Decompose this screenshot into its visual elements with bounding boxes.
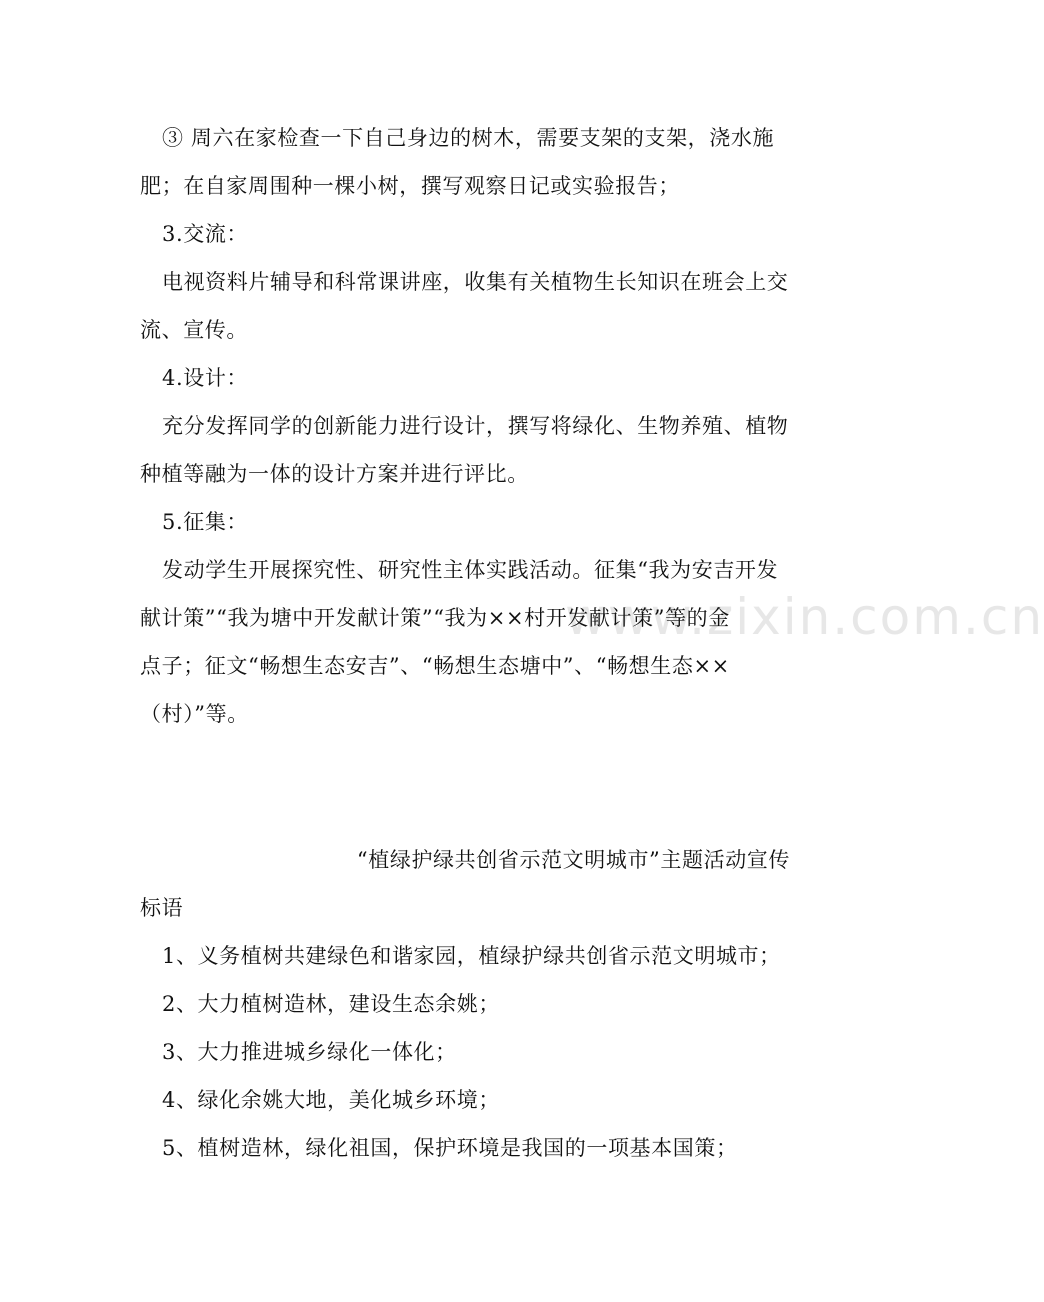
section-heading: 3.交流： <box>162 222 249 246</box>
paragraph-line: （村）”等。 <box>140 702 249 726</box>
slogan-item: 2、大力植树造林，建设生态余姚； <box>162 992 500 1016</box>
paragraph-line: ③ 周六在家检查一下自己身边的树木，需要支架的支架，浇水施 <box>162 126 775 150</box>
section-title-continued: 标语 <box>140 896 184 920</box>
watermark: www.zixin.com.cn <box>565 588 1044 646</box>
slogan-item: 5、植树造林，绿化祖国，保护环境是我国的一项基本国策； <box>162 1136 738 1160</box>
paragraph-line: 充分发挥同学的创新能力进行设计，撰写将绿化、生物养殖、植物 <box>162 414 789 438</box>
section-heading: 5.征集： <box>162 510 249 534</box>
section-heading: 4.设计： <box>162 366 249 390</box>
paragraph-line: 肥；在自家周围种一棵小树，撰写观察日记或实验报告； <box>140 174 680 198</box>
paragraph-line: 献计策”“我为塘中开发献计策”“我为××村开发献计策”等的金 <box>140 606 730 630</box>
slogan-item: 3、大力推进城乡绿化一体化； <box>162 1040 457 1064</box>
paragraph-line: 种植等融为一体的设计方案并进行评比。 <box>140 462 529 486</box>
slogan-item: 1、义务植树共建绿色和谐家园，植绿护绿共创省示范文明城市； <box>162 944 781 968</box>
paragraph-line: 点子；征文“畅想生态安吉”、“畅想生态塘中”、“畅想生态×× <box>140 654 730 678</box>
paragraph-line: 电视资料片辅导和科常课讲座，收集有关植物生长知识在班会上交 <box>162 270 789 294</box>
section-title: “植绿护绿共创省示范文明城市”主题活动宣传 <box>356 848 790 872</box>
slogan-item: 4、绿化余姚大地，美化城乡环境； <box>162 1088 500 1112</box>
paragraph-line: 流、宣传。 <box>140 318 248 342</box>
paragraph-line: 发动学生开展探究性、研究性主体实践活动。征集“我为安吉开发 <box>162 558 779 582</box>
